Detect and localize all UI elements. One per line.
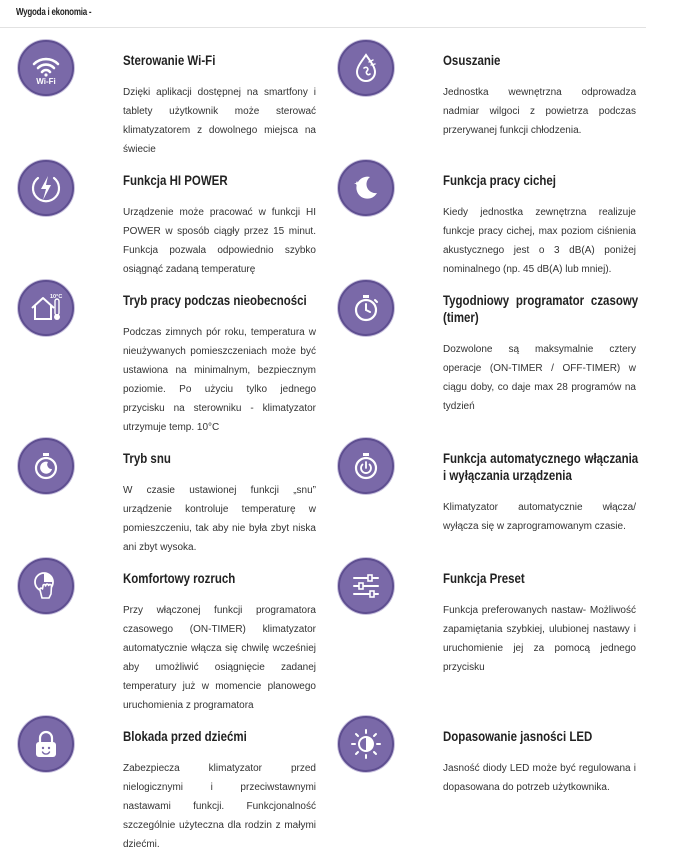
feature-title: Funkcja Preset bbox=[443, 570, 525, 586]
feature-description: W czasie ustawionej funkcji „snu” urządzenie kontroluje temperaturę w pomieszczeniu, tak aby nie była zbyt niska ani zbyt wysoka. bbox=[123, 485, 316, 553]
moon-icon bbox=[338, 160, 394, 216]
feature-title: Funkcja pracy cichej bbox=[443, 172, 556, 188]
feature-title: Blokada przed dziećmi bbox=[123, 728, 247, 744]
feature-title: Funkcja HI POWER bbox=[123, 172, 228, 188]
feature-description: Jasność diody LED może być regulowana i dopasowana do potrzeb użytkownika. bbox=[443, 763, 636, 793]
feature-title: Funkcja automatycznego włączania i wyłączania urządzenia bbox=[443, 450, 639, 483]
feature-description: Funkcja preferowanych nastaw- Możliwość zapamiętania szybkiej, ulubionej nastawy i uruchomienie jej za pomocą jednego przycisku bbox=[443, 605, 636, 673]
feature-description: Dozwolone są maksymalnie cztery operacje (ON-TIMER / OFF-TIMER) w ciągu doby, co daje max 28 programów na tydzień bbox=[443, 344, 636, 412]
child-lock-icon bbox=[18, 716, 74, 772]
power-timer-icon bbox=[338, 438, 394, 494]
section-header bbox=[0, 0, 646, 28]
feature-description: Urządzenie może pracować w funkcji HI POWER w sposób ciągły przez 15 minut. Funkcja pozwala odpowiednio szybko osiągnąć zadaną temperaturę bbox=[123, 207, 316, 275]
feature-title: Komfortowy rozruch bbox=[123, 570, 236, 586]
feature-description: Przy włączonej funkcji programatora czasowego (ON-TIMER) klimatyzator automatycznie włącza się chwilę wcześniej aby umożliwić osiągnięcie zadanej temperatury już w momencie planowego uruchomienia z programatora bbox=[123, 605, 316, 711]
house-thermometer-icon bbox=[18, 280, 74, 336]
feature-description: Zabezpiecza klimatyzator przed nielogicznymi i przeciwstawnymi nastawami funkcji. Funkcjonalność szczególnie użyteczna dla rodzin z małymi dziećmi. bbox=[123, 763, 316, 850]
feature-title: Dopasowanie jasności LED bbox=[443, 728, 593, 744]
temperature-label: 10°C bbox=[50, 294, 63, 300]
sleep-timer-icon bbox=[18, 438, 74, 494]
wifi-icon bbox=[18, 40, 74, 96]
lightning-icon bbox=[18, 160, 74, 216]
section-title[interactable]: Wygoda i ekonomia - bbox=[16, 7, 92, 18]
wifi-icon-label: Wi-Fi bbox=[36, 77, 56, 85]
feature-title: Sterowanie Wi-Fi bbox=[123, 52, 216, 68]
feature-description: Jednostka wewnętrzna odprowadza nadmiar wilgoci z powietrza podczas przerywanej funkcji chłodzenia. bbox=[443, 87, 636, 136]
stopwatch-icon bbox=[338, 280, 394, 336]
sliders-icon bbox=[338, 558, 394, 614]
feature-title: Osuszanie bbox=[443, 52, 501, 68]
feature-description: Klimatyzator automatycznie włącza/ wyłącza się w zaprogramowanym czasie. bbox=[443, 502, 636, 532]
feature-title: Tryb snu bbox=[123, 450, 171, 466]
feature-title: Tygodniowy programator czasowy (timer) bbox=[443, 292, 639, 325]
brightness-icon bbox=[338, 716, 394, 772]
feature-description: Podczas zimnych pór roku, temperatura w nieużywanych pomieszczeniach może być ustawiona na minimalnym, bezpiecznym poziomie. Po użyciu tylko jednego przycisku na sterowniku - klimatyzator utrzymuje temp. 10°C bbox=[123, 327, 316, 433]
drop-icon bbox=[338, 40, 394, 96]
feature-description: Dzięki aplikacji dostępnej na smartfony i tablety użytkownik może sterować klimatyzatorem z dowolnego miejsca na świecie bbox=[123, 87, 316, 155]
hand-touch-icon bbox=[18, 558, 74, 614]
feature-title: Tryb pracy podczas nieobecności bbox=[123, 292, 307, 308]
feature-description: Kiedy jednostka zewnętrzna realizuje funkcje pracy cichej, max poziom ciśnienia akustycznego jest o 3 dB(A) poniżej nominalnego (np. 45 dB(A) lub mniej). bbox=[443, 207, 636, 275]
